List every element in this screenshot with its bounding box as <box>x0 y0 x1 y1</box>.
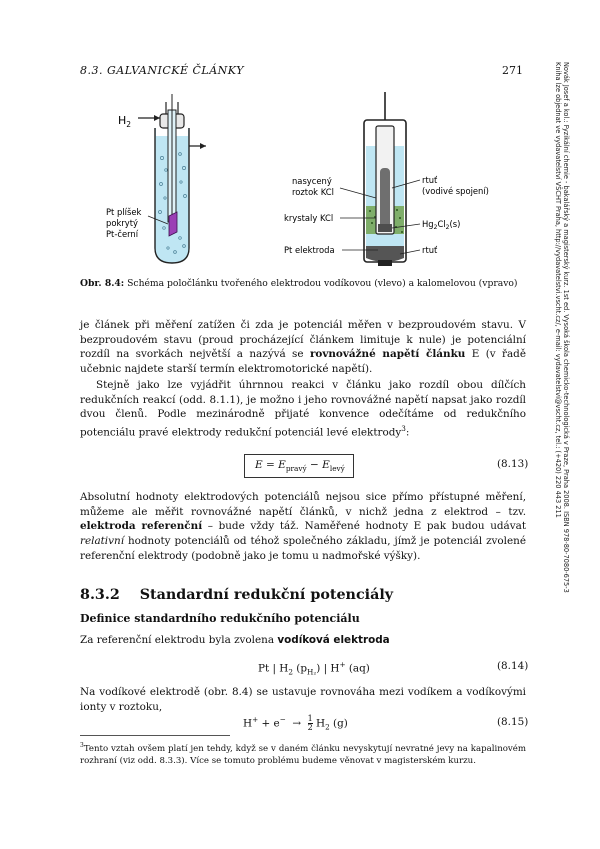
section-title: 8.3.2 Standardní redukční potenciály <box>80 587 394 603</box>
fraction-one-half: $\frac{1}{2}$ <box>307 714 313 732</box>
equation-8-14-number: (8.14) <box>497 660 529 672</box>
equation-8-15-number: (8.15) <box>497 716 529 728</box>
equation-8-13-number: (8.13) <box>497 458 529 470</box>
label-pt-plate-3: Pt-černí <box>106 229 139 239</box>
figure-caption <box>80 278 525 290</box>
caption-text: Schéma poločlánku tvořeného elektrodou vodíkovou (vlevo) a kalomelovou (vpravo) <box>124 278 518 289</box>
paragraph-5: Na vodíkové elektrodě (obr. 8.4) se ustavuje rovnováha mezi vodíkem a vodíkovými ionty v roztoku, <box>80 686 526 713</box>
sidenote-line-1: Novák Josef a kol.: Fyzikální chemie - bakalářský a magisterský kurz. 1st ed. Vysoká škola chemicko-technologická v Praze, Praha 2008. ISBN 978-80-7080-675-3 <box>562 62 570 593</box>
footnote-mark: 3 <box>80 742 84 749</box>
copyright-sidenote <box>556 62 572 762</box>
label-mercury: rtuť <box>422 175 438 185</box>
footnote-3 <box>80 740 526 767</box>
label-kcl-saturated-1: nasycený <box>292 176 332 186</box>
label-kcl-saturated-2: roztok KCl <box>292 187 334 197</box>
sidenote-line-2: Kniha lze objednat ve vydavatelství VŠCHT Praha, http://vydavatelstvi.vscht.cz/, e-mail: vydavatelstvi@vscht.cz, tel.: (+420) 220 443 211 <box>554 62 562 518</box>
paragraph-2 <box>80 378 526 440</box>
label-kcl-crystals: krystaly KCl <box>284 213 334 223</box>
calomel-electrode-drawing <box>364 92 406 266</box>
para4-bold: vodíková elektroda <box>277 634 390 646</box>
para3-bold: elektroda referenční <box>80 520 203 533</box>
label-mercury-bottom: rtuť <box>422 245 438 255</box>
para1-text-a: je článek při měření zatížen či zda je potenciál měřen v bezproudovém stavu. V bezproudovém stavu (proud procházející článkem limituje k nule) je potenciální rozdíl na svorkách největší a nazývá se <box>80 319 526 361</box>
footnote-text: Tento vztah ovšem platí jen tehdy, když se v daném článku nevyskytují nevratné jevy na kapalinovém rozhraní (viz odd. 8.3.3). Více se tomuto problému budeme věnovat v magisterském kurzu. <box>80 743 526 766</box>
equation-8-13-box <box>244 454 354 478</box>
label-pt-electrode: Pt elektroda <box>284 245 335 255</box>
para1-bold: rovnovážné napětí článku <box>309 348 466 361</box>
label-conductive-connection: (vodivé spojení) <box>422 186 489 196</box>
running-header-chapter: 8.3. GALVANICKÉ ČLÁNKY <box>80 64 244 77</box>
label-pt-plate-2: pokrytý <box>106 218 138 228</box>
para2-end: : <box>405 426 410 439</box>
label-h2: $H_2$ <box>118 114 132 129</box>
caption-label: Obr. 8.4: <box>80 278 125 289</box>
footnote-rule <box>80 735 230 736</box>
equation-8-14: Pt | $H_2$ $(p_{H_2})$ | H+ (aq) <box>258 660 370 677</box>
equation-8-13: $E = E_{pravý} - E_{levý}$ <box>255 459 345 474</box>
paragraph-1 <box>80 318 526 377</box>
label-hg2cl2: $Hg_2Cl_2(s)$ <box>422 219 461 231</box>
label-pt-plate-1: Pt plíšek <box>106 207 142 217</box>
para2-text: Stejně jako lze vyjádřit úhrnnou reakci v článku jako rozdíl obou dílčích redukčních reakcí (odd. 8.1.1), je možno i jeho rovnovážné napětí napsat jako rozdíl dvou členů. Podle mezinárodně přijaté konvence odečítáme od redukčního potenciálu pravé elektrody redukční potenciál levé elektrody <box>80 379 526 439</box>
equation-8-15: H+ + e− → $\frac{1}{2}$ $H_2$ (g) <box>243 714 348 732</box>
page-number: 271 <box>502 64 523 77</box>
hydrogen-electrode-drawing <box>138 94 206 263</box>
paragraph-3: Absolutní hodnoty elektrodových potenciálů nejsou sice přímo přístupné měření, můžeme ale měřit rovnovážné napětí článků, v nichž jedna z elektrod – tzv. elektroda referenční – bude vždy táž. Naměřené hodnoty E pak budou udávat relativní hodnoty potenciálů od téhož společného základu, jímž je potenciál zvolené referenční elektrody (podobně jako je tomu u nadmořské výšky). <box>80 491 526 562</box>
subsection-title: Definice standardního redukčního potenciálu <box>80 612 360 625</box>
electrode-figure <box>80 88 520 268</box>
footnote-ref-3: 3 <box>401 424 406 434</box>
para3-italic: relativní <box>80 535 125 548</box>
para1-text-b: E (v řadě učebnic najdete starší termín elektromotorické napětí). <box>80 348 526 376</box>
paragraph-4: Za referenční elektrodu byla zvolena vodíková elektroda <box>80 634 390 646</box>
